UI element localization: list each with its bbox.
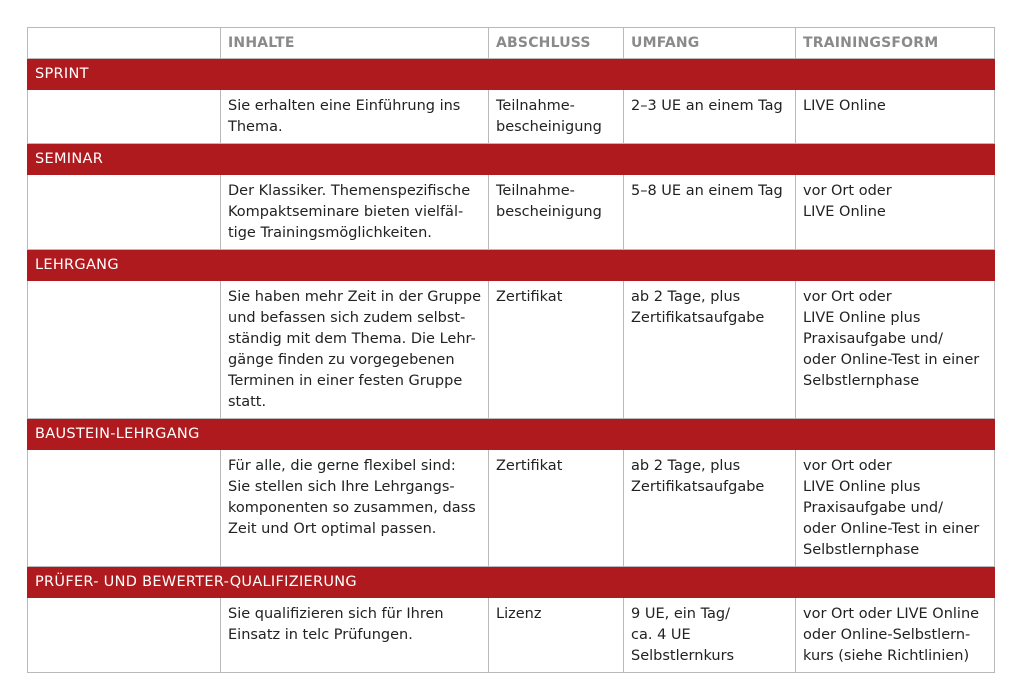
umfang-cell [624, 281, 796, 419]
inhalte-cell [221, 175, 489, 250]
section-title: BAUSTEIN-LEHRGANG [28, 419, 995, 450]
inhalte-cell [221, 90, 489, 144]
section-header-row [28, 59, 995, 90]
empty-cell [28, 175, 221, 250]
trainingsform-line: LIVE Online [803, 98, 886, 114]
umfang-cell [624, 90, 796, 144]
trainingsform-cell [796, 281, 995, 419]
umfang-line: 5–8 UE an einem Tag [631, 183, 783, 199]
inhalte-cell [221, 281, 489, 419]
abschluss-line: bescheinigung [496, 119, 602, 135]
empty-cell [28, 90, 221, 144]
trainingsform-line: Praxisaufgabe und/ [803, 500, 943, 516]
trainingsform-line: Praxisaufgabe und/ [803, 331, 943, 347]
table-row [28, 175, 995, 250]
section-header-row [28, 419, 995, 450]
section-title: LEHRGANG [28, 250, 995, 281]
trainingsform-cell [796, 90, 995, 144]
trainingsform-line: vor Ort oder [803, 458, 892, 474]
abschluss-cell [489, 598, 624, 673]
abschluss-line: Teilnahme- [496, 183, 575, 199]
inhalte-cell [221, 450, 489, 567]
inhalte-line: Für alle, die gerne flexibel sind: [228, 458, 456, 474]
umfang-line: 9 UE, ein Tag/ [631, 606, 731, 622]
table-row [28, 450, 995, 567]
table-body [28, 59, 995, 673]
umfang-cell [624, 175, 796, 250]
inhalte-line: Sie stellen sich Ihre Lehrgangs- [228, 479, 455, 495]
table-row [28, 281, 995, 419]
abschluss-line: Zertifikat [496, 289, 563, 305]
trainingsform-line: LIVE Online [803, 204, 886, 220]
table-row [28, 598, 995, 673]
trainingsform-line: oder Online-Test in einer [803, 352, 980, 368]
umfang-cell [624, 450, 796, 567]
abschluss-line: Teilnahme- [496, 98, 575, 114]
trainingsform-line: vor Ort oder [803, 289, 892, 305]
section-header-row [28, 144, 995, 175]
abschluss-line: Lizenz [496, 606, 542, 622]
umfang-line: Zertifikatsaufgabe [631, 479, 765, 495]
umfang-line: ca. 4 UE [631, 627, 691, 643]
training-format-table [27, 27, 995, 673]
umfang-line: ab 2 Tage, plus [631, 458, 741, 474]
inhalte-line: Sie haben mehr Zeit in der Gruppe [228, 289, 481, 305]
inhalte-line: komponenten so zusammen, dass [228, 500, 476, 516]
inhalte-line: Sie erhalten eine Einführung ins [228, 98, 461, 114]
inhalte-line: Sie qualifizieren sich für Ihren [228, 606, 444, 622]
empty-cell [28, 450, 221, 567]
section-header-row [28, 567, 995, 598]
inhalte-line: gänge finden zu vorgegebenen [228, 352, 455, 368]
abschluss-cell [489, 175, 624, 250]
abschluss-cell [489, 281, 624, 419]
abschluss-cell [489, 90, 624, 144]
inhalte-line: tige Trainingsmöglichkeiten. [228, 225, 432, 241]
section-title: SEMINAR [28, 144, 995, 175]
trainingsform-line: Selbstlernphase [803, 373, 920, 389]
section-title: PRÜFER- UND BEWERTER-QUALIFIZIERUNG [28, 567, 995, 598]
trainingsform-line: Selbstlernphase [803, 542, 920, 558]
section-title: SPRINT [28, 59, 995, 90]
inhalte-line: Thema. [228, 119, 283, 135]
umfang-line: ab 2 Tage, plus [631, 289, 741, 305]
abschluss-cell [489, 450, 624, 567]
trainingsform-cell [796, 175, 995, 250]
empty-cell [28, 598, 221, 673]
header-trainingsform: TRAININGSFORM [796, 28, 995, 59]
inhalte-line: Zeit und Ort optimal passen. [228, 521, 437, 537]
trainingsform-line: kurs (siehe Richtlinien) [803, 648, 970, 664]
trainingsform-line: LIVE Online plus [803, 310, 921, 326]
inhalte-line: Der Klassiker. Themenspezifische [228, 183, 471, 199]
umfang-cell [624, 598, 796, 673]
inhalte-line: statt. [228, 394, 267, 410]
umfang-line: Selbstlernkurs [631, 648, 735, 664]
umfang-line: 2–3 UE an einem Tag [631, 98, 783, 114]
inhalte-line: und befassen sich zudem selbst- [228, 310, 466, 326]
trainingsform-line: vor Ort oder [803, 183, 892, 199]
trainingsform-cell [796, 450, 995, 567]
inhalte-cell [221, 598, 489, 673]
umfang-line: Zertifikatsaufgabe [631, 310, 765, 326]
trainingsform-line: LIVE Online plus [803, 479, 921, 495]
header-abschluss: ABSCHLUSS [489, 28, 624, 59]
header-empty-cell [28, 28, 221, 59]
table-row [28, 90, 995, 144]
trainingsform-line: oder Online-Selbstlern- [803, 627, 971, 643]
header-umfang: UMFANG [624, 28, 796, 59]
empty-cell [28, 281, 221, 419]
trainingsform-cell [796, 598, 995, 673]
inhalte-line: Kompaktseminare bieten vielfäl- [228, 204, 464, 220]
trainingsform-line: vor Ort oder LIVE Online [803, 606, 980, 622]
inhalte-line: ständig mit dem Thema. Die Lehr- [228, 331, 476, 347]
inhalte-line: Einsatz in telc Prüfungen. [228, 627, 413, 643]
trainingsform-line: oder Online-Test in einer [803, 521, 980, 537]
abschluss-line: bescheinigung [496, 204, 602, 220]
inhalte-line: Terminen in einer festen Gruppe [228, 373, 463, 389]
section-header-row [28, 250, 995, 281]
header-row [28, 28, 995, 59]
abschluss-line: Zertifikat [496, 458, 563, 474]
header-inhalte: INHALTE [221, 28, 489, 59]
